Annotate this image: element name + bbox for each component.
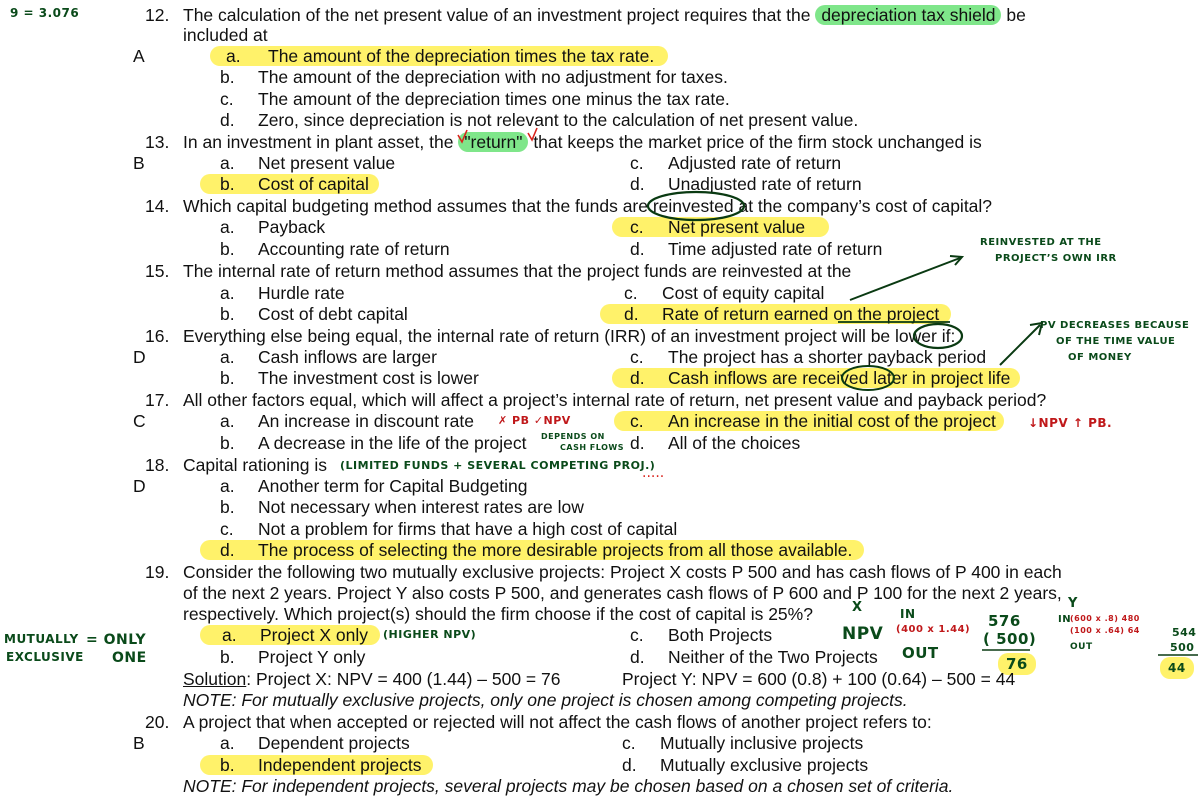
q14-option-c: c. Net present value (612, 217, 829, 237)
q19-note: NOTE: For mutually exclusive projects, only one project is chosen among competing projects. (183, 690, 908, 710)
q14-option-d: d. Time adjusted rate of return (630, 239, 883, 259)
q12-option-b: b. The amount of the depreciation with no adjustment for taxes. (220, 67, 728, 87)
q20-option-b: b. Independent projects (200, 755, 433, 775)
handwritten-y-in: IN (1058, 614, 1072, 625)
q20-stem: A project that when accepted or rejected will not affect the cash flows of another project refers to: (183, 712, 932, 732)
q16-option-c: c. The project has a shorter payback period (630, 347, 987, 367)
q16-number: 16. (145, 326, 170, 346)
q18-option-a: a. Another term for Capital Budgeting (220, 476, 528, 496)
q14-number: 14. (145, 196, 170, 216)
handwritten-mutually-exclusive: MUTUALLY (4, 632, 79, 646)
q20-option-c: c. Mutually inclusive projects (622, 733, 864, 753)
q14-option-a: a. Payback (220, 217, 326, 237)
q18-option-c: c. Not a problem for firms that have a high cost of capital (220, 519, 678, 539)
handwritten-q17-a-note: ✗ PB ✓NPV (498, 414, 571, 427)
q17-number: 17. (145, 390, 170, 410)
handwritten-y-44: 44 (1160, 657, 1194, 679)
handwritten-x-label: X (852, 600, 863, 615)
handwritten-reinvested-note-2: PROJECT’S OWN IRR (995, 253, 1117, 264)
handwritten-y-calc-2: (100 x .64) 64 (1070, 626, 1140, 635)
arrow-irr-note (850, 258, 960, 300)
q19-number: 19. (145, 562, 170, 582)
q16-stem: Everything else being equal, the internal rate of return (IRR) of an investment project will be lower if: (183, 326, 956, 346)
arrow-pv-note (1000, 325, 1040, 365)
handwritten-q17-c-note: ↓NPV ↑ PB. (1028, 416, 1113, 430)
margin-note-top: 9 = 3.076 (10, 6, 80, 20)
handwritten-reinvested-note-1: REINVESTED AT THE (980, 237, 1102, 248)
q19-stem-line1: Consider the following two mutually exclusive projects: Project X costs P 500 and has cash flows of P 400 in each (183, 562, 1062, 582)
handwritten-y-out: OUT (1070, 642, 1093, 652)
q12-stem-before: The calculation of the net present value of an investment project requires that the (183, 5, 816, 25)
q12-stem (183, 5, 1026, 25)
q16-answer: D (133, 347, 146, 367)
q20-answer: B (133, 733, 145, 753)
q18-number: 18. (145, 455, 170, 475)
handwritten-pv-note-2: OF THE TIME VALUE (1056, 336, 1176, 347)
handwritten-x-76: 76 (998, 653, 1036, 675)
q15-option-a: a. Hurdle rate (220, 283, 345, 303)
q18-stem: Capital rationing is (183, 455, 327, 475)
q17-option-c: c. An increase in the initial cost of the project (614, 411, 1004, 431)
q12-option-c: c. The amount of the depreciation times one minus the tax rate. (220, 89, 730, 109)
handwritten-only-one-1: = ONLY (86, 632, 147, 648)
q12-stem-highlight: depreciation tax shield (815, 5, 1001, 25)
q13-option-b: b. Cost of capital (200, 174, 379, 194)
q12-stem-after: be (1001, 5, 1026, 25)
q20-note: NOTE: For independent projects, several projects may be chosen based on a chosen set of criteria. (183, 776, 954, 796)
q12-stem-line2: included at (183, 25, 268, 45)
q13-option-a: a. Net present value (220, 153, 396, 173)
q13-stem: In an investment in plant asset, the "return" that keeps the market price of the firm stock unchanged is (183, 132, 982, 152)
q15-option-c: c. Cost of equity capital (624, 283, 825, 303)
q15-stem: The internal rate of return method assumes that the project funds are reinvested at the (183, 261, 852, 281)
q16-option-b: b. The investment cost is lower (220, 368, 479, 388)
q12-option-d: d. Zero, since depreciation is not relevant to the calculation of net present value. (220, 110, 859, 130)
handwritten-out-label: OUT (902, 644, 939, 662)
q19-option-b: b. Project Y only (220, 647, 366, 667)
q19-solution-x: Solution: Project X: NPV = 400 (1.44) – 500 = 76 (183, 669, 561, 689)
q17-option-a: a. An increase in discount rate (220, 411, 474, 431)
q18-option-b: b. Not necessary when interest rates are low (220, 497, 584, 517)
q13-option-d: d. Unadjusted rate of return (630, 174, 862, 194)
q19-option-d: d. Neither of the Two Projects (630, 647, 878, 667)
handwritten-pv-note-1: PV DECREASES BECAUSE (1040, 320, 1190, 331)
red-dots: ····· (642, 469, 665, 485)
q16-option-d: d. Cash inflows are received later in project life (612, 368, 1020, 388)
q15-number: 15. (145, 261, 170, 281)
handwritten-y-calc-1: (600 x .8) 480 (1070, 614, 1140, 623)
q13-option-c: c. Adjusted rate of return (630, 153, 842, 173)
q19-option-c: c. Both Projects (630, 625, 773, 645)
handwritten-npv-label: NPV (842, 624, 884, 644)
q19-stem-line3: respectively. Which project(s) should the firm choose if the cost of capital is 25%? (183, 604, 813, 624)
q13-number: 13. (145, 132, 170, 152)
handwritten-q19-a-note: (HIGHER NPV) (383, 628, 477, 641)
q20-option-d: d. Mutually exclusive projects (622, 755, 869, 775)
handwritten-y-500: 500 (1170, 641, 1195, 654)
arrow-irr-note-head (950, 256, 962, 265)
handwritten-mutually-exclusive-2: EXCLUSIVE (6, 650, 84, 664)
q12-number: 12. (145, 5, 170, 25)
q14-option-b: b. Accounting rate of return (220, 239, 450, 259)
handwritten-q18-note: (LIMITED FUNDS + SEVERAL COMPETING PROJ.) (340, 459, 656, 472)
handwritten-y-544: 544 (1172, 626, 1197, 639)
q12-answer: A (133, 46, 145, 66)
q20-number: 20. (145, 712, 170, 732)
q18-option-d: d. The process of selecting the more desirable projects from all those available. (200, 540, 864, 560)
q17-option-d: d. All of the choices (630, 433, 801, 453)
q17-answer: C (133, 411, 146, 431)
handwritten-q17-b-note-1: DEPENDS ON (541, 432, 605, 441)
q19-option-a: a. Project X only (200, 625, 380, 645)
q15-option-d: d. Rate of return earned on the project (600, 304, 951, 324)
handwritten-x-576: 576 (988, 612, 1021, 630)
q14-stem: Which capital budgeting method assumes that the funds are reinvested at the company’s cost of capital? (183, 196, 993, 216)
q18-answer: D (133, 476, 146, 496)
handwritten-q17-b-note-2: CASH FLOWS (560, 443, 624, 452)
handwritten-y-label: Y (1068, 596, 1078, 611)
handwritten-in-label: IN (900, 607, 916, 621)
q17-stem: All other factors equal, which will affect a project’s internal rate of return, net present value and payback period? (183, 390, 1047, 410)
handwritten-only-one-2: ONE (112, 650, 147, 666)
q12-option-a: a. The amount of the depreciation times the tax rate. (210, 46, 668, 66)
q20-option-a: a. Dependent projects (220, 733, 410, 753)
q19-stem-line2: of the next 2 years. Project Y also costs P 500, and generates cash flows of P 600 and P 100 for the next 2 years, (183, 583, 1062, 603)
q17-option-b: b. A decrease in the life of the project (220, 433, 527, 453)
q15-option-b: b. Cost of debt capital (220, 304, 408, 324)
handwritten-pv-note-3: OF MONEY (1068, 352, 1132, 363)
q19-solution-label: Solution (183, 669, 247, 689)
q13-answer: B (133, 153, 145, 173)
q13-stem-highlight: "return" (458, 132, 528, 152)
handwritten-in-calc: (400 x 1.44) (896, 624, 971, 635)
q19-solution-y: Project Y: NPV = 600 (0.8) + 100 (0.64) – 500 = 44 (622, 669, 1016, 689)
handwritten-x-500: ( 500) (983, 630, 1037, 648)
q16-option-a: a. Cash inflows are larger (220, 347, 437, 367)
